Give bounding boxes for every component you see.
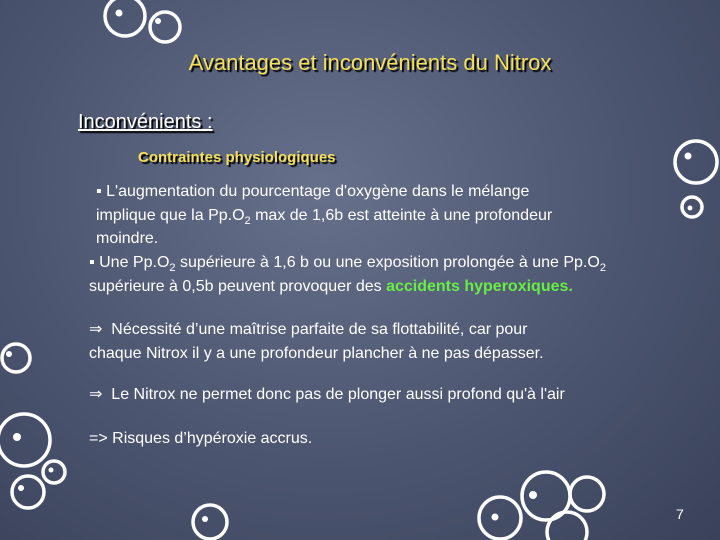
implies-arrow-icon: ⇒ — [89, 321, 103, 338]
section-heading: Inconvénients : — [78, 111, 213, 133]
slide-title: Avantages et inconvénients du Nitrox — [188, 50, 552, 75]
subsection-heading: Contraintes physiologiques — [138, 149, 336, 166]
highlight-hyperoxic-accidents: accidents hyperoxiques. — [386, 277, 573, 295]
point-risk: => Risques d’hypéroxie accrus. — [89, 430, 313, 447]
point-depth: ⇒ Le Nitrox ne permet donc pas de plonger aussi profond qu'à l'air — [89, 386, 565, 403]
bullet-marker: ▪ — [96, 183, 102, 200]
bullet-oxygen-increase: ▪ L'augmentation du pourcentage d'oxygène dans le mélange implique que la $Pp.O_2$ max de 1,6b est atteinte à une profondeur moindre. — [96, 183, 553, 247]
bullet-marker: ▪ — [89, 254, 95, 271]
bullet-ppo2-limit: ▪ Une $Pp.O_2$ supérieure à 1,6 b ou une exposition prolongée à une $Pp.O_2$ supérieure à 0,5b peuvent provoquer des accidents hyperoxiques. — [89, 254, 606, 295]
point-buoyancy: ⇒ Nécessité d’une maîtrise parfaite de sa flottabilité, car pour chaque Nitrox il y a une profondeur plancher à ne pas dépasser. — [89, 321, 544, 362]
page-number: 7 — [676, 506, 684, 522]
implies-arrow-icon: ⇒ — [89, 386, 103, 403]
